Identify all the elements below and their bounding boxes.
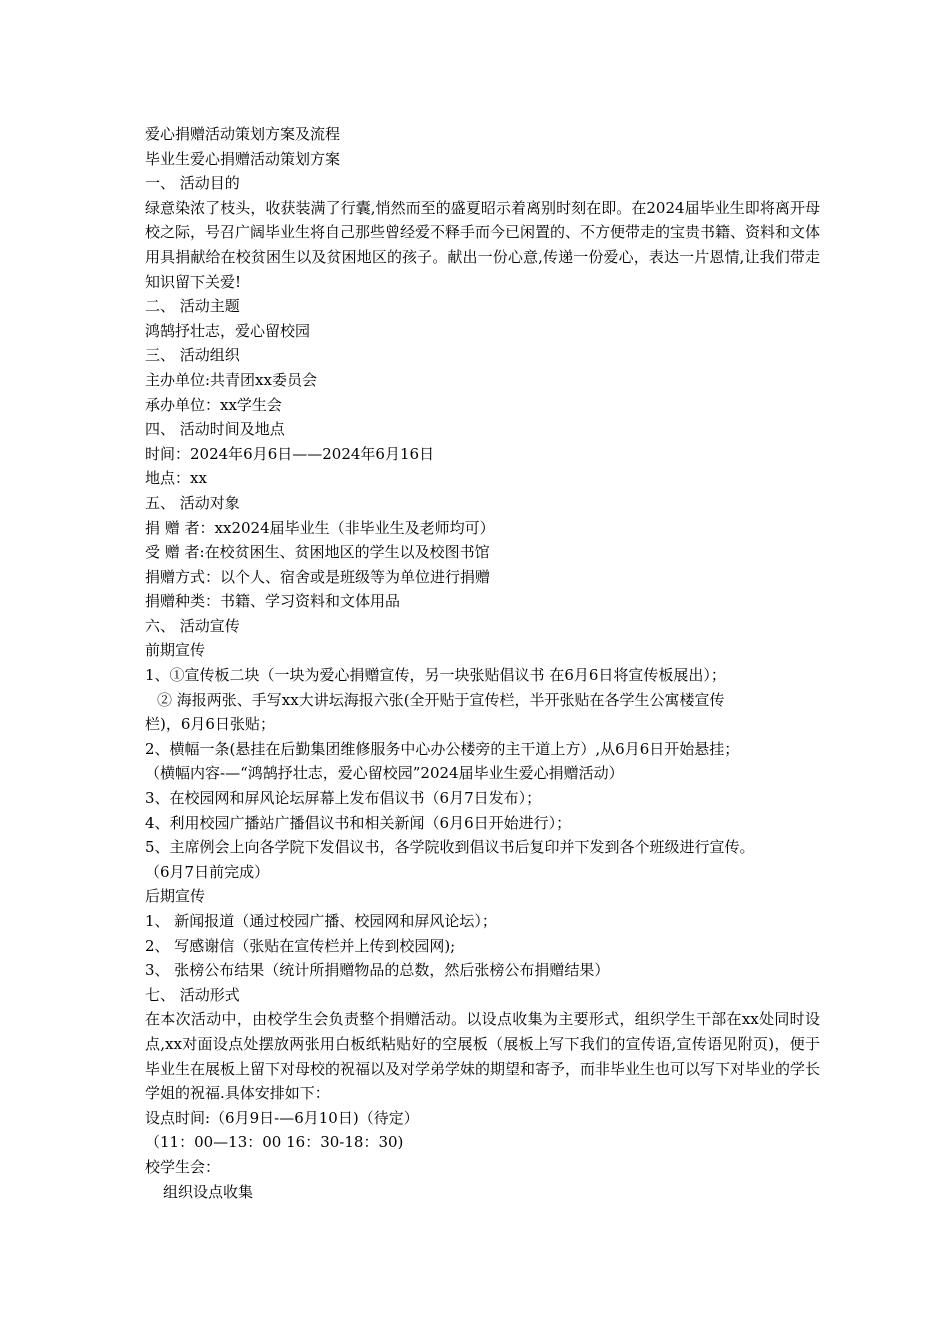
student-union-label: 校学生会：: [145, 1157, 221, 1176]
publicity-item-1b: ② 海报两张、手写xx大讲坛海报六张(全开贴于宣传栏，半开张贴在各学生公寓楼宣传: [157, 690, 725, 709]
late-publicity-item-3: 3、 张榜公布结果（统计所捐赠物品的总数，然后张榜公布捐赠结果）: [145, 961, 610, 980]
donation-method-line: 捐赠方式：以个人、宿舍或是班级等为单位进行捐赠: [145, 567, 491, 586]
section-heading-time-place: 四、 活动时间及地点: [145, 420, 285, 439]
late-publicity-label: 后期宣传: [145, 887, 206, 906]
publicity-item-1a: 1、①宣传板二块（一块为爱心捐赠宣传，另一块张贴倡议书 在6月6日将宣传板展出）；: [145, 666, 726, 685]
section-heading-publicity: 六、 活动宣传: [145, 616, 240, 635]
publicity-item-3: 3、在校园网和屏风论坛屏幕上发布倡议书（6月7日发布）；: [145, 789, 542, 808]
section-heading-organization: 三、 活动组织: [145, 346, 240, 365]
publicity-item-5-note: （6月7日前完成）: [145, 862, 270, 881]
section-heading-theme: 二、 活动主题: [145, 297, 240, 316]
publicity-item-5: 5、主席例会上向各学院下发倡议书，各学院收到倡议书后复印并下发到各个班级进行宣传。: [145, 838, 755, 857]
publicity-item-4: 4、利用校园广播站广播倡议书和相关新闻（6月6日开始进行）；: [145, 813, 572, 832]
section-heading-format: 七、 活动形式: [145, 985, 240, 1004]
donor-line: 捐 赠 者：xx2024届毕业生（非毕业生及老师均可）: [145, 518, 495, 537]
booth-hours: （11：00—13：00 16：30-18：30): [145, 1133, 404, 1152]
booth-time: 设点时间:（6月9日-—6月10日)（待定）: [145, 1108, 419, 1127]
format-paragraph: 在本次活动中，由校学生会负责整个捐赠活动。以设点收集为主要形式，组织学生干部在xx处同时设点,xx对面设点处摆放两张用白板纸粘贴好的空展板（展板上写下我们的宣传语,宣传语见附页)，便于毕业生在展板上留下对母校的祝福以及对学弟学妹的期望和寄予，而非毕业生也可以写下对毕业的学长学姐的祝福.具体安排如下：: [145, 1010, 821, 1103]
student-union-task: 组织设点收集: [163, 1182, 254, 1201]
purpose-paragraph: 绿意染浓了枝头，收获装满了行囊,悄然而至的盛夏昭示着离别时刻在即。在2024届毕业生即将离开母校之际，号召广阔毕业生将自己那些曾经爱不释手而今已闲置的、不方便带走的宝贵书籍、资料和文体用具捐献给在校贫困生以及贫困地区的孩子。献出一份心意,传递一份爱心，表达一片恩情,让我们带走知识留下关爱!: [145, 198, 821, 291]
late-publicity-item-2: 2、 写感谢信（张贴在宣传栏并上传到校园网);: [145, 936, 456, 955]
event-time: 时间：2024年6月6日——2024年6月16日: [145, 444, 435, 463]
document-subtitle: 毕业生爱心捐赠活动策划方案: [145, 149, 341, 168]
organizer-unit: 承办单位：xx学生会: [145, 395, 282, 414]
document-title: 爱心捐赠活动策划方案及流程: [145, 125, 341, 143]
publicity-item-2: 2、横幅一条(悬挂在后勤集团维修服务中心办公楼旁的主干道上方）,从6月6日开始悬挂；: [145, 739, 740, 758]
event-place: 地点：xx: [145, 469, 207, 488]
early-publicity-label: 前期宣传: [145, 641, 206, 660]
publicity-item-1b-cont: 栏)，6月6日张贴；: [145, 715, 275, 734]
section-heading-purpose: 一、 活动目的: [145, 174, 240, 193]
late-publicity-item-1: 1、 新闻报道（通过校园广播、校园网和屏风论坛）；: [145, 912, 497, 930]
section-heading-participants: 五、 活动对象: [145, 493, 240, 512]
recipient-line: 受 赠 者:在校贫困生、贫困地区的学生以及校图书馆: [145, 543, 490, 562]
publicity-item-2-note: （横幅内容-—“鸿鹄抒壮志，爱心留校园”2024届毕业生爱心捐赠活动）: [145, 764, 624, 783]
document-body: [145, 122, 820, 1204]
donation-kind-line: 捐赠种类：书籍、学习资料和文体用品: [145, 592, 401, 611]
theme-text: 鸿鹄抒壮志，爱心留校园: [145, 321, 311, 340]
host-unit: 主办单位:共青团xx委员会: [145, 370, 317, 389]
